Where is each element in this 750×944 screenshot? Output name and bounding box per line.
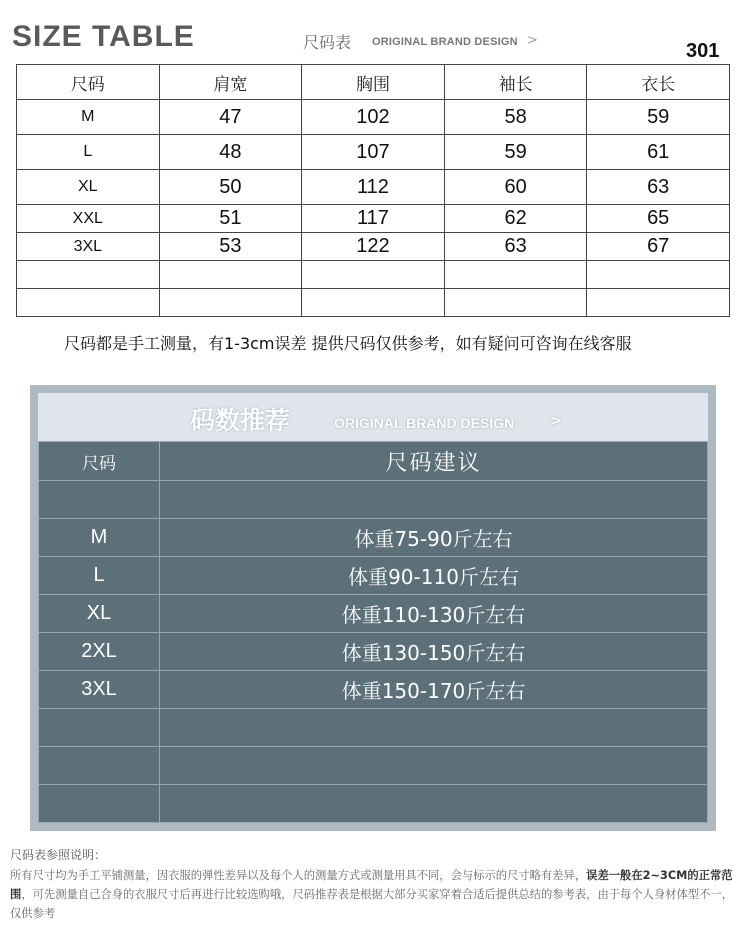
column-header-size: 尺码 (39, 442, 160, 481)
table-row-empty (17, 261, 730, 289)
table-cell: 51 (159, 205, 302, 233)
table-cell: 体重75-90斤左右 (160, 519, 708, 557)
table-cell: 50 (159, 170, 302, 205)
table-cell: L (39, 557, 160, 595)
table-cell: XL (39, 595, 160, 633)
brand-label: ORIGINAL BRAND DESIGN (372, 36, 518, 48)
size-table-title: SIZE TABLE (12, 20, 195, 53)
size-table-header-row (17, 65, 730, 100)
table-cell: 112 (302, 170, 445, 205)
table-cell: 47 (159, 100, 302, 135)
footnote-text: ，可先测量自己合身的衣服尺寸后再进行比较选购哦，尺码推荐表是根据大部分买家穿着合适后提供总结的参考表，由于每个人身材体型不一，仅供参考 (10, 888, 734, 920)
recommendation-header (38, 393, 708, 441)
table-cell: 65 (587, 205, 730, 233)
table-cell: 3XL (39, 671, 160, 709)
footnote-title: 尺码表参照说明： (10, 848, 107, 862)
table-cell: 3XL (17, 233, 160, 261)
table-cell: 117 (302, 205, 445, 233)
table-cell (587, 261, 730, 289)
table-cell (39, 481, 160, 519)
footnote-text: 所有尺寸均为手工平铺测量，因衣服的弹性差异以及每个人的测量方式或测量用具不同，会与标示的尺寸略有差异， (10, 869, 587, 882)
table-cell (444, 289, 587, 317)
table-cell: 62 (444, 205, 587, 233)
recommendation-title: 码数推荐 (190, 406, 291, 435)
recommendation-brand: ORIGINAL BRAND DESIGN (334, 415, 515, 431)
table-cell: 体重150-170斤左右 (160, 671, 708, 709)
table-row (17, 135, 730, 170)
table-cell (444, 261, 587, 289)
table-cell: 58 (444, 100, 587, 135)
table-row (17, 205, 730, 233)
table-cell: 63 (444, 233, 587, 261)
table-cell (160, 747, 708, 785)
column-header-sleeve: 袖长 (444, 65, 587, 100)
table-cell (160, 481, 708, 519)
table-row (17, 100, 730, 135)
table-row-empty (39, 747, 708, 785)
table-cell (160, 709, 708, 747)
size-recommendation-panel (30, 385, 716, 831)
table-cell (159, 289, 302, 317)
table-cell: 48 (159, 135, 302, 170)
table-row (39, 671, 708, 709)
chevron-right-icon: > (527, 33, 538, 48)
table-cell: 59 (587, 100, 730, 135)
table-row (39, 595, 708, 633)
table-cell: M (39, 519, 160, 557)
column-header-size: 尺码 (17, 65, 160, 100)
column-header-shoulder: 肩宽 (159, 65, 302, 100)
table-row-empty (39, 481, 708, 519)
table-cell (39, 747, 160, 785)
table-cell (39, 785, 160, 823)
table-cell: 67 (587, 233, 730, 261)
footnote-body (10, 866, 742, 923)
column-header-advice: 尺码建议 (160, 442, 708, 481)
table-row (39, 633, 708, 671)
chevron-right-icon: > (550, 413, 562, 429)
size-table-cn-title: 尺码表 (303, 33, 352, 52)
table-row-empty (39, 785, 708, 823)
table-cell (17, 261, 160, 289)
table-cell: 60 (444, 170, 587, 205)
footnote-emphasis: 误差一般在2~3CM的正常范围 (10, 869, 733, 901)
column-header-length: 衣长 (587, 65, 730, 100)
table-cell (302, 261, 445, 289)
table-cell: 102 (302, 100, 445, 135)
column-header-chest: 胸围 (302, 65, 445, 100)
recommendation-table (38, 441, 708, 823)
table-row (17, 233, 730, 261)
size-table (16, 64, 730, 317)
table-cell: 59 (444, 135, 587, 170)
table-cell: L (17, 135, 160, 170)
table-cell (17, 289, 160, 317)
table-row (17, 170, 730, 205)
table-row (39, 519, 708, 557)
table-cell: 122 (302, 233, 445, 261)
measurement-note: 尺码都是手工测量，有1-3cm误差 提供尺码仅供参考，如有疑问可咨询在线客服 (64, 334, 632, 353)
recommendation-header-row (39, 442, 708, 481)
table-cell: 体重110-130斤左右 (160, 595, 708, 633)
table-cell: 2XL (39, 633, 160, 671)
table-cell (587, 289, 730, 317)
table-cell: 53 (159, 233, 302, 261)
table-cell: 体重90-110斤左右 (160, 557, 708, 595)
table-cell (159, 261, 302, 289)
table-cell: 体重130-150斤左右 (160, 633, 708, 671)
table-cell: 107 (302, 135, 445, 170)
table-cell (302, 289, 445, 317)
table-row (39, 557, 708, 595)
product-code: 301 (686, 40, 720, 62)
table-cell: 63 (587, 170, 730, 205)
recommendation-body (38, 393, 708, 823)
table-cell: 61 (587, 135, 730, 170)
table-row-empty (39, 709, 708, 747)
table-cell: XL (17, 170, 160, 205)
table-cell (160, 785, 708, 823)
table-cell (39, 709, 160, 747)
table-row-empty (17, 289, 730, 317)
table-cell: XXL (17, 205, 160, 233)
table-cell: M (17, 100, 160, 135)
